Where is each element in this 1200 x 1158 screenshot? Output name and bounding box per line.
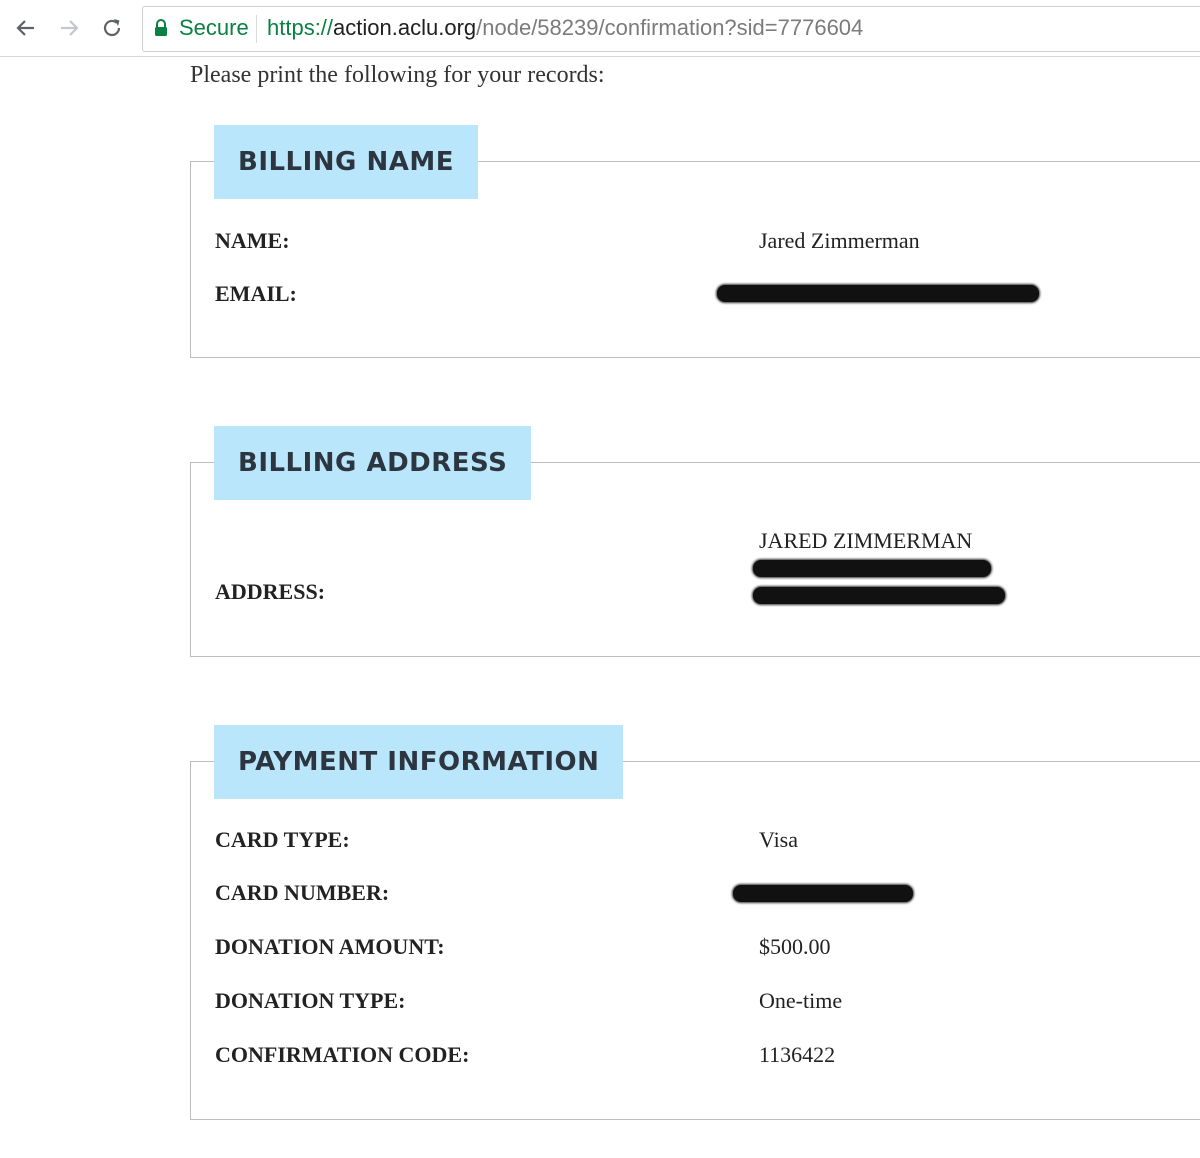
browser-toolbar xyxy=(0,0,1200,57)
confirmation-code-row xyxy=(215,1042,836,1068)
donation-type-label: DONATION TYPE: xyxy=(215,988,406,1013)
forward-arrow-icon xyxy=(57,16,81,40)
address-label-row xyxy=(215,579,325,605)
confirmation-code-value: 1136422 xyxy=(759,1042,836,1067)
omnibox-divider xyxy=(256,15,257,43)
payment-information-section xyxy=(190,747,1200,1120)
donation-amount-label: DONATION AMOUNT: xyxy=(215,934,445,959)
address-line-3-redacted xyxy=(753,587,1005,604)
name-row xyxy=(215,228,920,254)
name-label: NAME: xyxy=(215,228,290,253)
card-type-label: CARD TYPE: xyxy=(215,827,350,852)
billing-name-section xyxy=(190,147,1200,358)
url-host: action.aclu.org xyxy=(333,15,477,40)
donation-amount-row xyxy=(215,934,831,960)
intro-text: Please print the following for your records: xyxy=(190,62,605,88)
donation-type-row xyxy=(215,988,843,1014)
card-number-row xyxy=(215,880,389,906)
email-row xyxy=(215,281,297,307)
card-type-value: Visa xyxy=(759,827,799,852)
address-line-1: JARED ZIMMERMAN xyxy=(759,528,973,553)
redaction-mark xyxy=(733,885,913,902)
card-number-label: CARD NUMBER: xyxy=(215,880,390,905)
card-number-value-redacted xyxy=(733,885,913,902)
confirmation-code-label: CONFIRMATION CODE: xyxy=(215,1042,470,1067)
email-label: EMAIL: xyxy=(215,281,297,306)
billing-address-heading: BILLING ADDRESS xyxy=(214,426,531,500)
secure-label: Secure xyxy=(179,15,249,40)
donation-amount-value: $500.00 xyxy=(759,934,831,959)
url-scheme: https:// xyxy=(267,15,334,40)
address-bar[interactable] xyxy=(142,6,1200,52)
reload-icon xyxy=(100,16,124,40)
address-value xyxy=(759,528,1005,604)
back-button[interactable] xyxy=(10,12,42,44)
lock-icon xyxy=(153,18,169,38)
billing-name-heading: BILLING NAME xyxy=(214,125,478,199)
reload-button[interactable] xyxy=(96,12,128,44)
back-arrow-icon xyxy=(14,16,38,40)
address-line-2-redacted xyxy=(753,560,991,577)
card-type-row xyxy=(215,827,799,853)
address-label: ADDRESS: xyxy=(215,579,326,604)
billing-address-section xyxy=(190,448,1200,657)
payment-information-heading: PAYMENT INFORMATION xyxy=(214,725,623,799)
url-text[interactable] xyxy=(267,15,863,41)
name-value: Jared Zimmerman xyxy=(759,228,920,253)
forward-button[interactable] xyxy=(53,12,85,44)
donation-type-value: One-time xyxy=(759,988,843,1013)
url-path: /node/58239/confirmation?sid=7776604 xyxy=(476,15,864,40)
redaction-mark xyxy=(717,285,1039,302)
email-value-redacted xyxy=(717,285,1039,302)
